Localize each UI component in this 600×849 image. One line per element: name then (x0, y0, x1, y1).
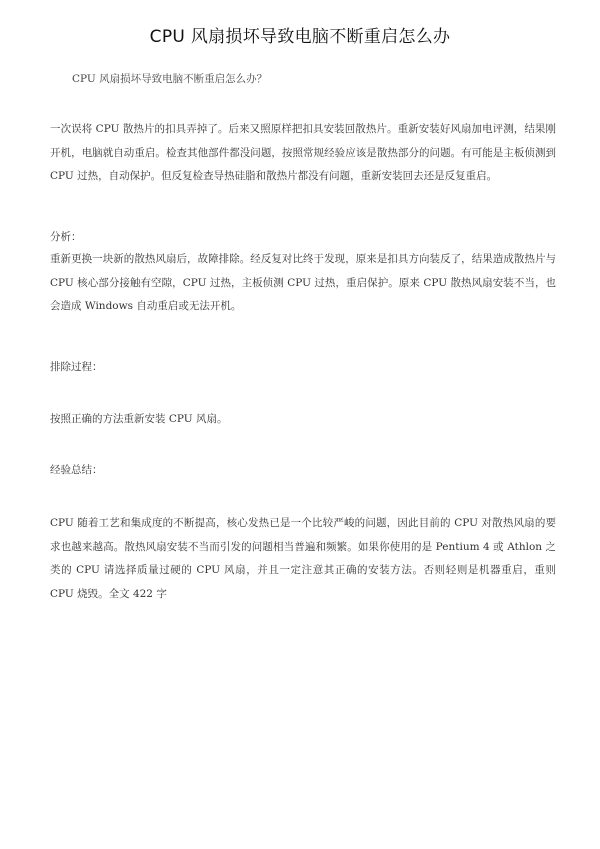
fix-process-paragraph: 按照正确的方法重新安装 CPU 风扇。 (50, 413, 228, 425)
page-title: CPU 风扇损坏导致电脑不断重启怎么办 (149, 27, 451, 47)
question-line: CPU 风扇损坏导致电脑不断重启怎么办？ (72, 73, 268, 85)
intro-paragraph: 一次误将 CPU 散热片的扣具弄掉了。后来又照原样把扣具安装回散热片。重新安装好风扇加电评测，结果刚开机，电脑就自动重启。检查其他部件都没问题，按照常规经验应该是散热部分的问题。有可能是主板侦测到 CPU 过热，自动保护。但反复检查导热硅脂和散热片都没有问题，重新安装回去还是反复重启。 (50, 123, 556, 182)
analysis-paragraph: 重新更换一块新的散热风扇后，故障排除。经反复对比终于发现，原来是扣具方向装反了，结果造成散热片与 CPU 核心部分接触有空隙，CPU 过热，主板侦测 CPU 过热，重启保护。原来 CPU 散热风扇安装不当，也会造成 Windows 自动重启或无法开机。 (50, 253, 556, 312)
analysis-label: 分析： (50, 231, 82, 243)
fix-process-label: 排除过程： (50, 361, 103, 373)
summary-label: 经验总结： (50, 464, 103, 476)
summary-paragraph: CPU 随着工艺和集成度的不断提高，核心发热已是一个比较严峻的问题，因此目前的 CPU 对散热风扇的要求也越来越高。散热风扇安装不当而引发的问题相当普遍和频繁。如果你使用的是 Pentium 4 或 Athlon 之类的 CPU 请选择质量过硬的 CPU 风扇，并且一定注意其正确的安装方法。否则轻则是机器重启，重则 CPU 烧毁。全文 422 字 (50, 517, 556, 600)
